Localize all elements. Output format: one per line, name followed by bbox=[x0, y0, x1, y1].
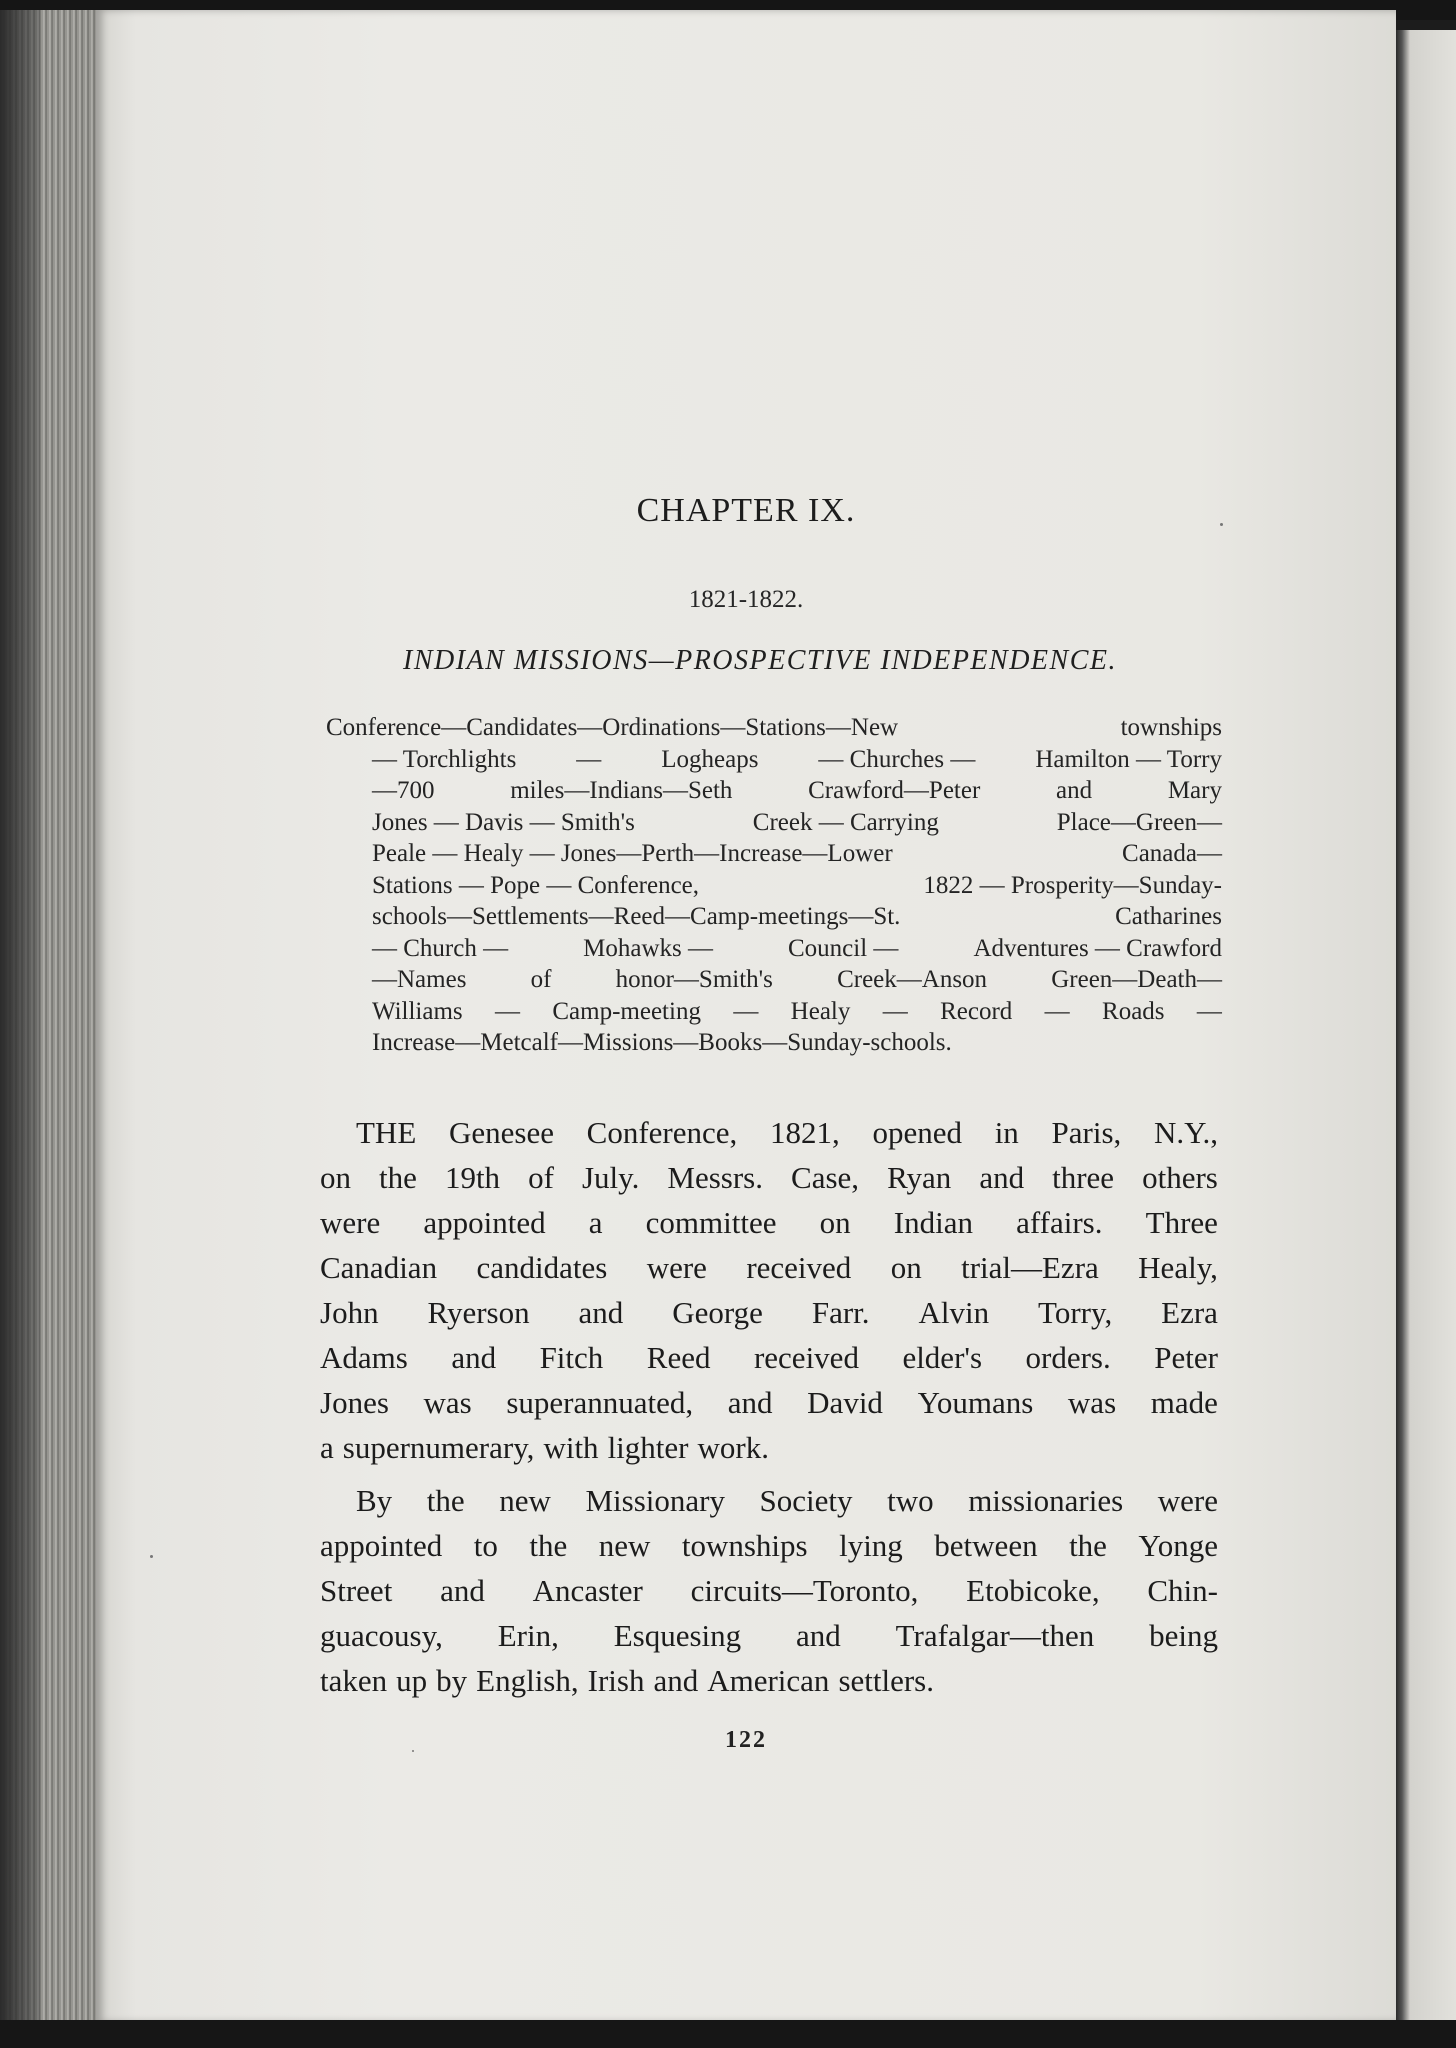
line-text: By the new Missionary Society two missionaries were bbox=[356, 1483, 1218, 1518]
paragraph-line bbox=[320, 1245, 1218, 1290]
paragraph-line bbox=[320, 1425, 1218, 1470]
paragraph bbox=[320, 1110, 1218, 1470]
chapter-subtitle: INDIAN MISSIONS—PROSPECTIVE INDEPENDENCE. bbox=[403, 645, 1117, 676]
line-text: Canadian candidates were received on trial—Ezra Healy, bbox=[320, 1250, 1218, 1285]
synopsis-word: townships bbox=[1120, 714, 1222, 741]
synopsis-word: Place—Green— bbox=[1056, 808, 1222, 836]
line-text: guacousy, Erin, Esquesing and Trafalgar—then being bbox=[320, 1618, 1218, 1653]
synopsis-word: Stations — Pope — Conference, bbox=[372, 871, 700, 899]
synopsis-word: — bbox=[495, 997, 521, 1025]
chapter-title: CHAPTER IX. bbox=[636, 492, 856, 529]
synopsis-line bbox=[326, 1027, 1222, 1059]
paragraph-line bbox=[320, 1155, 1218, 1200]
line-text: Street and Ancaster circuits—Toronto, Etobicoke, Chin- bbox=[320, 1573, 1218, 1608]
paragraph-line bbox=[320, 1523, 1218, 1568]
paragraph-line bbox=[320, 1568, 1218, 1613]
paragraph-line bbox=[320, 1200, 1218, 1245]
synopsis-word: Camp-meeting bbox=[552, 997, 701, 1025]
synopsis-word: miles—Indians—Seth bbox=[510, 777, 733, 804]
synopsis-line bbox=[326, 838, 1222, 870]
synopsis-word: Conference—Candidates—Ordinations—Stations—New bbox=[326, 714, 899, 741]
adjacent-page-edge bbox=[1396, 30, 1456, 2030]
paragraph-line bbox=[320, 1380, 1218, 1425]
synopsis-word: Healy bbox=[790, 997, 851, 1025]
synopsis-word: Roads bbox=[1102, 997, 1165, 1025]
synopsis-word: Increase—Metcalf—Missions—Books—Sunday-schools. bbox=[372, 1029, 952, 1056]
synopsis-word: Green—Death— bbox=[1051, 966, 1222, 993]
synopsis-line bbox=[326, 712, 1222, 744]
synopsis-word: Williams bbox=[372, 997, 463, 1025]
synopsis-word: —Names bbox=[372, 966, 467, 993]
synopsis-word: — bbox=[1044, 997, 1070, 1025]
chapter-synopsis bbox=[326, 712, 1222, 1059]
line-text: a supernumerary, with lighter work. bbox=[320, 1430, 769, 1465]
synopsis-word: Logheaps bbox=[661, 745, 759, 773]
paragraph-line bbox=[320, 1613, 1218, 1658]
line-text: on the 19th of July. Messrs. Case, Ryan and three others bbox=[320, 1160, 1218, 1195]
paragraph-gap bbox=[320, 1470, 1218, 1478]
paragraph-line bbox=[320, 1110, 1218, 1155]
paragraph-line bbox=[320, 1658, 1218, 1703]
paragraph-line bbox=[320, 1290, 1218, 1335]
paragraph-line bbox=[320, 1335, 1218, 1380]
line-text: taken up by English, Irish and American settlers. bbox=[320, 1663, 934, 1698]
synopsis-word: and bbox=[1056, 777, 1093, 804]
synopsis-word: — bbox=[882, 997, 908, 1025]
synopsis-word: schools—Settlements—Reed—Camp-meetings—St. bbox=[372, 903, 901, 930]
synopsis-word: Mohawks — bbox=[583, 934, 713, 962]
synopsis-word: of bbox=[530, 966, 552, 993]
synopsis-line bbox=[326, 807, 1222, 839]
paragraph bbox=[320, 1478, 1218, 1703]
synopsis-word: Catharines bbox=[1115, 903, 1222, 930]
synopsis-word: — bbox=[1196, 997, 1222, 1025]
line-text: Jones was superannuated, and David Youmans was made bbox=[320, 1385, 1218, 1420]
paragraph-line bbox=[320, 1478, 1218, 1523]
synopsis-word: honor—Smith's bbox=[615, 966, 773, 993]
synopsis-word: Mary bbox=[1167, 777, 1222, 804]
line-text: John Ryerson and George Farr. Alvin Torry, Ezra bbox=[320, 1295, 1218, 1330]
synopsis-line bbox=[326, 964, 1222, 996]
scan-backdrop-bottom bbox=[0, 2020, 1456, 2048]
synopsis-word: Peale — Healy — Jones—Perth—Increase—Lower bbox=[372, 840, 893, 867]
synopsis-word: Creek — Carrying bbox=[752, 808, 939, 836]
page-number: 122 bbox=[725, 1727, 767, 1753]
synopsis-word: — Torchlights bbox=[372, 745, 517, 773]
synopsis-line bbox=[326, 744, 1222, 776]
synopsis-word: Hamilton — Torry bbox=[1035, 745, 1222, 773]
line-text: THE Genesee Conference, 1821, opened in Paris, N.Y., bbox=[356, 1115, 1218, 1150]
synopsis-line bbox=[326, 775, 1222, 807]
synopsis-word: Crawford—Peter bbox=[808, 777, 981, 804]
synopsis-word: — Church — bbox=[372, 934, 509, 962]
chapter-body bbox=[320, 1110, 1218, 1703]
synopsis-word: Jones — Davis — Smith's bbox=[372, 808, 635, 836]
synopsis-word: —700 bbox=[372, 777, 435, 804]
synopsis-word: 1822 — Prosperity—Sunday- bbox=[923, 871, 1222, 899]
synopsis-word: — Churches — bbox=[818, 745, 976, 773]
synopsis-line bbox=[326, 933, 1222, 965]
synopsis-line bbox=[326, 996, 1222, 1028]
synopsis-word: — bbox=[576, 745, 602, 773]
synopsis-word: — bbox=[733, 997, 759, 1025]
synopsis-word: Canada— bbox=[1122, 840, 1222, 867]
book-edge-shadow bbox=[0, 10, 40, 2020]
paper-speck bbox=[150, 1555, 153, 1558]
line-text: Adams and Fitch Reed received elder's orders. Peter bbox=[320, 1340, 1218, 1375]
chapter-years: 1821-1822. bbox=[688, 586, 804, 613]
synopsis-line bbox=[326, 901, 1222, 933]
synopsis-line bbox=[326, 870, 1222, 902]
synopsis-word: Council — bbox=[788, 934, 899, 962]
synopsis-word: Record bbox=[940, 997, 1013, 1025]
line-text: appointed to the new townships lying between the Yonge bbox=[320, 1528, 1218, 1563]
synopsis-word: Creek—Anson bbox=[837, 966, 988, 993]
line-text: were appointed a committee on Indian affairs. Three bbox=[320, 1205, 1218, 1240]
synopsis-word: Adventures — Crawford bbox=[973, 934, 1222, 962]
